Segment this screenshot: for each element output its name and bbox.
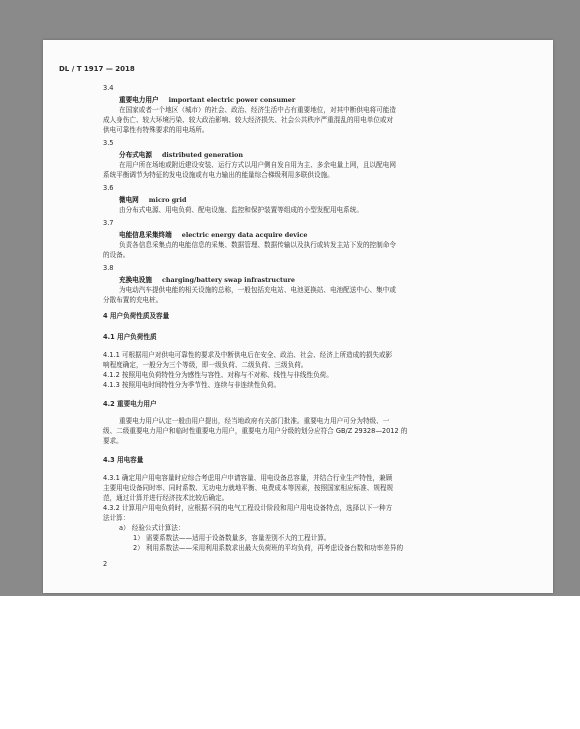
term-en: charging/battery swap infrastructure xyxy=(161,276,295,284)
list-item: 1） 需要系数法——适用于设备数量多，容量差别不大的工程计算。 xyxy=(133,534,331,542)
term-definition-line: 的设备。 xyxy=(103,251,130,259)
blank-area xyxy=(0,596,580,729)
term-heading xyxy=(119,231,307,240)
term-cn: 微电网 xyxy=(119,196,139,204)
term-number: 3.6 xyxy=(103,184,114,192)
clause-line: 4.3.2 计算用户用电负荷时，应根据不同的电气工程设计阶段和用户用电设备特点，选择以下一种方 xyxy=(103,504,393,512)
term-en: micro grid xyxy=(148,196,187,204)
chapter-title: 4 用户负荷性质及容量 xyxy=(103,312,170,320)
clause-line: 4.3.1 确定用户用电容量时应综合考虑用户申请容量、用电设备总容量，并结合行业生产特性，兼顾 xyxy=(103,474,393,482)
list-item: a） 经验公式计算法： xyxy=(119,524,185,532)
term-definition-line: 系统平衡调节为特征的发电设施或有电力输出的能量综合梯级利用多联供设施。 xyxy=(103,171,334,179)
clause-line: 要求。 xyxy=(103,437,123,445)
section-title: 4.1 用户负荷性质 xyxy=(103,333,157,341)
term-definition-line: 由分布式电源、用电负荷、配电设施、监控和保护装置等组成的小型发配用电系统。 xyxy=(119,206,363,214)
clause-line: 重要电力用户认定一般由用户提出，经当地政府有关部门批准。重要电力用户可分为特级、一 xyxy=(119,417,390,425)
term-number: 3.7 xyxy=(103,219,114,227)
document-page xyxy=(43,40,553,593)
list-item: 2） 利用系数法——采用利用系数求出最大负荷班的平均负荷，再考虑设备台数和功率差异的 xyxy=(133,544,404,552)
term-cn: 重要电力用户 xyxy=(119,96,159,104)
term-en: distributed generation xyxy=(161,151,244,159)
clause-line: 4.1.2 按照用电负荷特性分为感性与容性、对称与不对称、线性与非线性负荷。 xyxy=(103,371,333,379)
clause-line: 4.1.3 按照用电时间特性分为季节性、连续与非连续性负荷。 xyxy=(103,381,281,389)
term-definition-line: 在用户所在场地或附近建设安装、运行方式以用户侧自发自用为主、多余电量上网，且以配电网 xyxy=(119,161,396,169)
term-definition-line: 在国家或者一个地区（城市）的社会、政治、经济生活中占有重要地位，对其中断供电将可能造 xyxy=(119,106,396,114)
term-en: electric energy data acquire device xyxy=(181,231,308,239)
term-number: 3.5 xyxy=(103,139,114,147)
term-heading xyxy=(119,96,295,105)
clause-line: 级、二级重要电力用户和临时性重要电力用户，重要电力用户分级的划分应符合 GB/Z 29328—2012 的 xyxy=(103,427,408,435)
term-definition-line: 负责各信息采集点的电能信息的采集、数据管理、数据传输以及执行或转发主站下发的控制命令 xyxy=(119,241,396,249)
term-cn: 充换电设施 xyxy=(119,276,152,284)
term-heading xyxy=(119,196,186,205)
term-heading xyxy=(119,276,295,285)
term-definition-line: 分散布置的充电桩。 xyxy=(103,296,163,304)
clause-line: 主要用电设备同时率、同时系数、无功电力就地平衡、电费成本等因素，按照国家相应标准、规程规 xyxy=(103,484,394,492)
clause-line: 法计算： xyxy=(103,514,130,522)
term-number: 3.4 xyxy=(103,84,114,92)
doc-header: DL / T 1917 — 2018 xyxy=(59,65,135,73)
term-definition-line: 供电可靠性有特殊要求的用电场所。 xyxy=(103,126,209,134)
clause-line: 4.1.1 可根据用户对供电可靠性的要求及中断供电后在安全、政治、社会、经济上所造成的损失或影 xyxy=(103,351,393,359)
term-number: 3.8 xyxy=(103,264,114,272)
term-en: important electric power consumer xyxy=(168,96,296,104)
clause-line: 范，通过计算并进行经济技术比较后确定。 xyxy=(103,494,229,502)
term-cn: 分布式电源 xyxy=(119,151,152,159)
term-definition-line: 成人身伤亡、较大环境污染、较大政治影响、较大经济损失、社会公共秩序严重混乱的用电单位或对 xyxy=(103,116,394,124)
term-definition-line: 为电动汽车提供电能的相关设施的总称，一般包括充电站、电池更换站、电池配送中心、集中或 xyxy=(119,286,396,294)
section-title: 4.3 用电容量 xyxy=(103,456,144,464)
term-heading xyxy=(119,151,243,160)
page-number: 2 xyxy=(103,560,108,568)
clause-line: 响程度确定，一般分为三个等级，即一级负荷、二级负荷、三级负荷。 xyxy=(103,361,308,369)
term-cn: 电能信息采集终端 xyxy=(119,231,172,239)
section-title: 4.2 重要电力用户 xyxy=(103,400,157,408)
